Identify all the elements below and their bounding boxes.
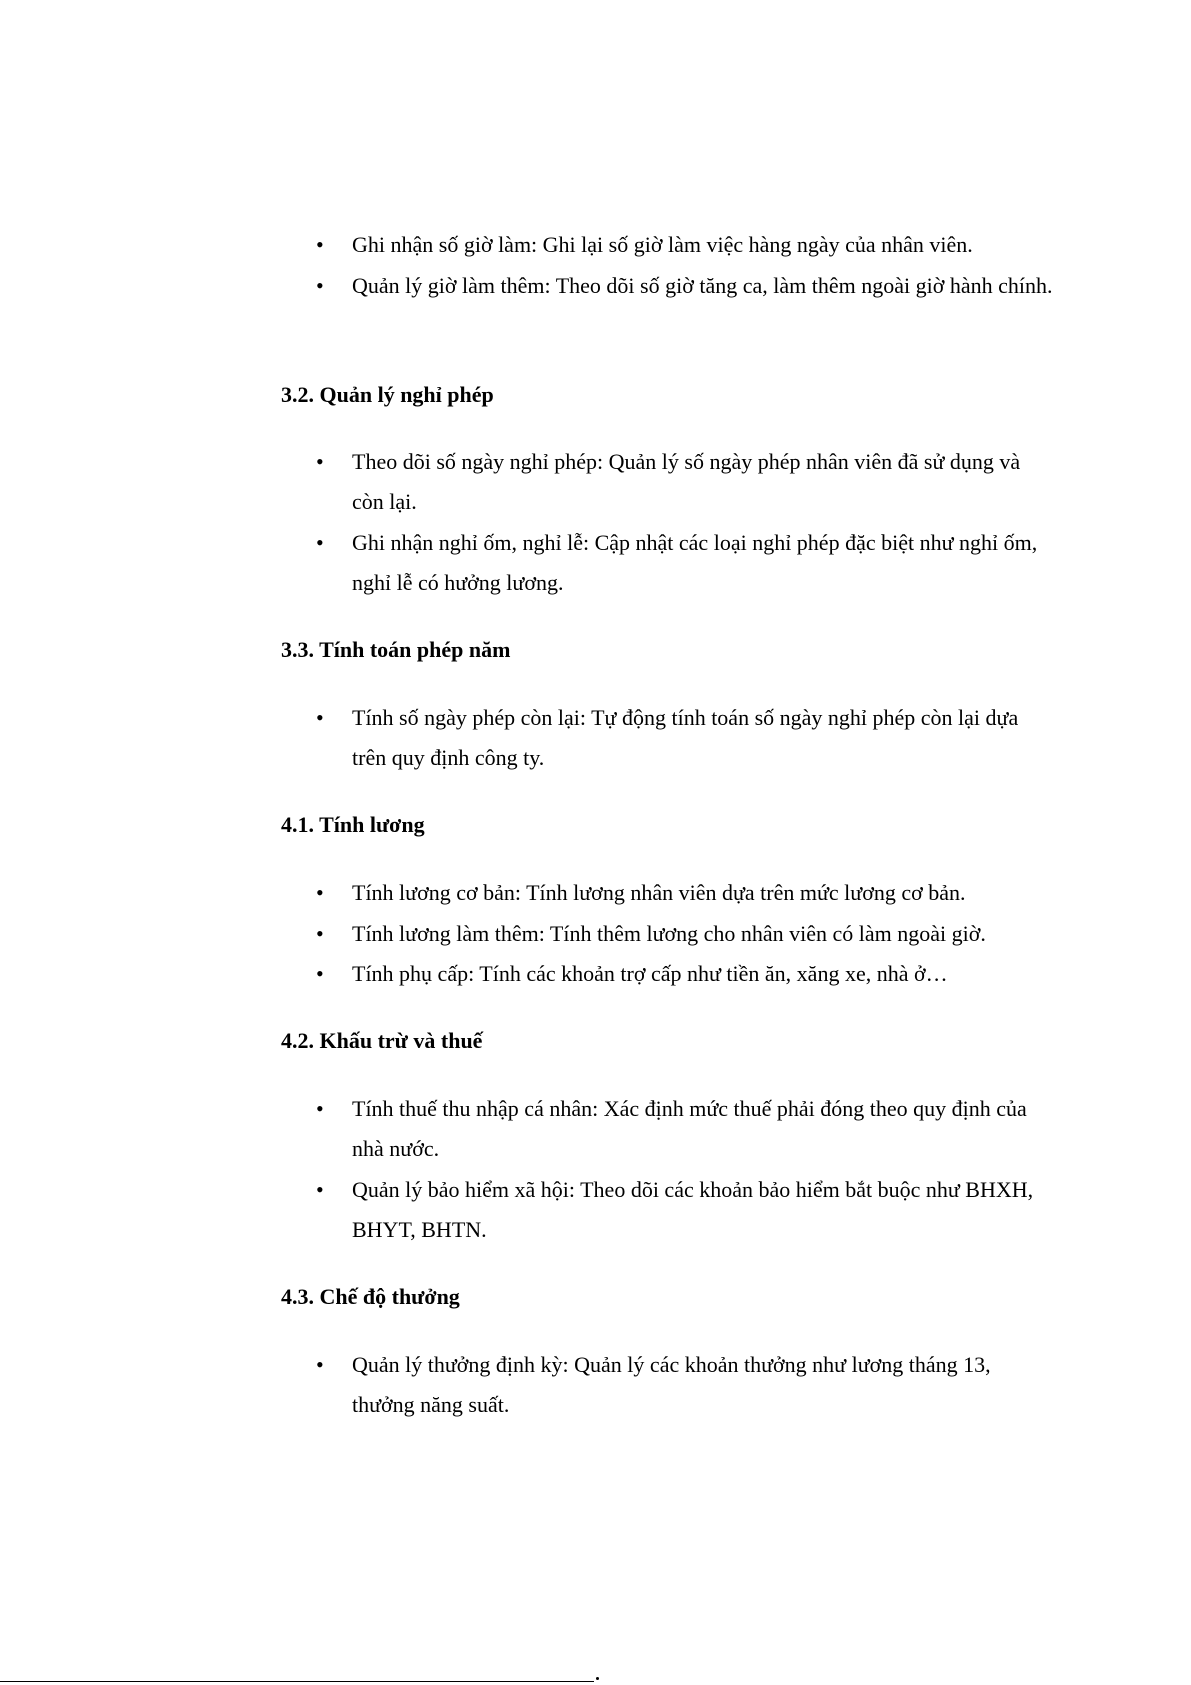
list-item-text: Tính phụ cấp: Tính các khoản trợ cấp như tiền ăn, xăng xe, nhà ở… xyxy=(352,961,948,986)
list-item-text: Quản lý bảo hiểm xã hội: Theo dõi các khoản bảo hiểm bắt buộc như BHXH, BHYT, BHTN. xyxy=(352,1177,1034,1242)
bullet-icon: • xyxy=(316,921,324,946)
bullet-icon: • xyxy=(316,530,324,555)
list-item-text: Quản lý giờ làm thêm: Theo dõi số giờ tăng ca, làm thêm ngoài giờ hành chính. xyxy=(352,273,1053,298)
separator-mark xyxy=(596,1677,599,1680)
list-item xyxy=(316,266,1056,306)
list-item xyxy=(316,1345,1056,1425)
list-item xyxy=(316,1170,1056,1250)
bullet-icon: • xyxy=(316,705,324,730)
bullet-icon: • xyxy=(316,273,324,298)
list-item-text: Theo dõi số ngày nghỉ phép: Quản lý số ngày phép nhân viên đã sử dụng và còn lại. xyxy=(352,449,1021,514)
list-item xyxy=(316,442,1056,522)
list-item-text: Quản lý thưởng định kỳ: Quản lý các khoản thưởng như lương tháng 13, thưởng năng suất. xyxy=(352,1352,991,1417)
list-item-text: Tính thuế thu nhập cá nhân: Xác định mức thuế phải đóng theo quy định của nhà nước. xyxy=(352,1096,1027,1161)
list-item xyxy=(316,1089,1056,1169)
footnote-separator xyxy=(0,1681,594,1682)
bullet-icon: • xyxy=(316,1177,324,1202)
list-item xyxy=(316,225,1056,265)
list-item-text: Tính số ngày phép còn lại: Tự động tính toán số ngày nghỉ phép còn lại dựa trên quy định công ty. xyxy=(352,705,1019,770)
bullet-icon: • xyxy=(316,449,324,474)
list-item xyxy=(316,698,1056,778)
list-item xyxy=(316,954,1056,994)
bullet-icon: • xyxy=(316,1352,324,1377)
section-heading: 3.2. Quản lý nghỉ phép xyxy=(281,382,494,407)
list-item-text: Ghi nhận nghỉ ốm, nghỉ lễ: Cập nhật các loại nghỉ phép đặc biệt như nghỉ ốm, nghỉ lễ có hưởng lương. xyxy=(352,530,1038,595)
list-item-text: Tính lương làm thêm: Tính thêm lương cho nhân viên có làm ngoài giờ. xyxy=(352,921,986,946)
section-heading: 4.3. Chế độ thưởng xyxy=(281,1284,460,1309)
bullet-icon: • xyxy=(316,232,324,257)
list-item xyxy=(316,873,1056,913)
list-item xyxy=(316,523,1056,603)
list-item xyxy=(316,914,1056,954)
bullet-icon: • xyxy=(316,1096,324,1121)
section-heading: 3.3. Tính toán phép năm xyxy=(281,637,511,662)
section-heading: 4.1. Tính lương xyxy=(281,812,425,837)
bullet-icon: • xyxy=(316,880,324,905)
bullet-icon: • xyxy=(316,961,324,986)
list-item-text: Tính lương cơ bản: Tính lương nhân viên dựa trên mức lương cơ bản. xyxy=(352,880,966,905)
section-heading: 4.2. Khấu trừ và thuế xyxy=(281,1028,483,1053)
list-item-text: Ghi nhận số giờ làm: Ghi lại số giờ làm việc hàng ngày của nhân viên. xyxy=(352,232,973,257)
